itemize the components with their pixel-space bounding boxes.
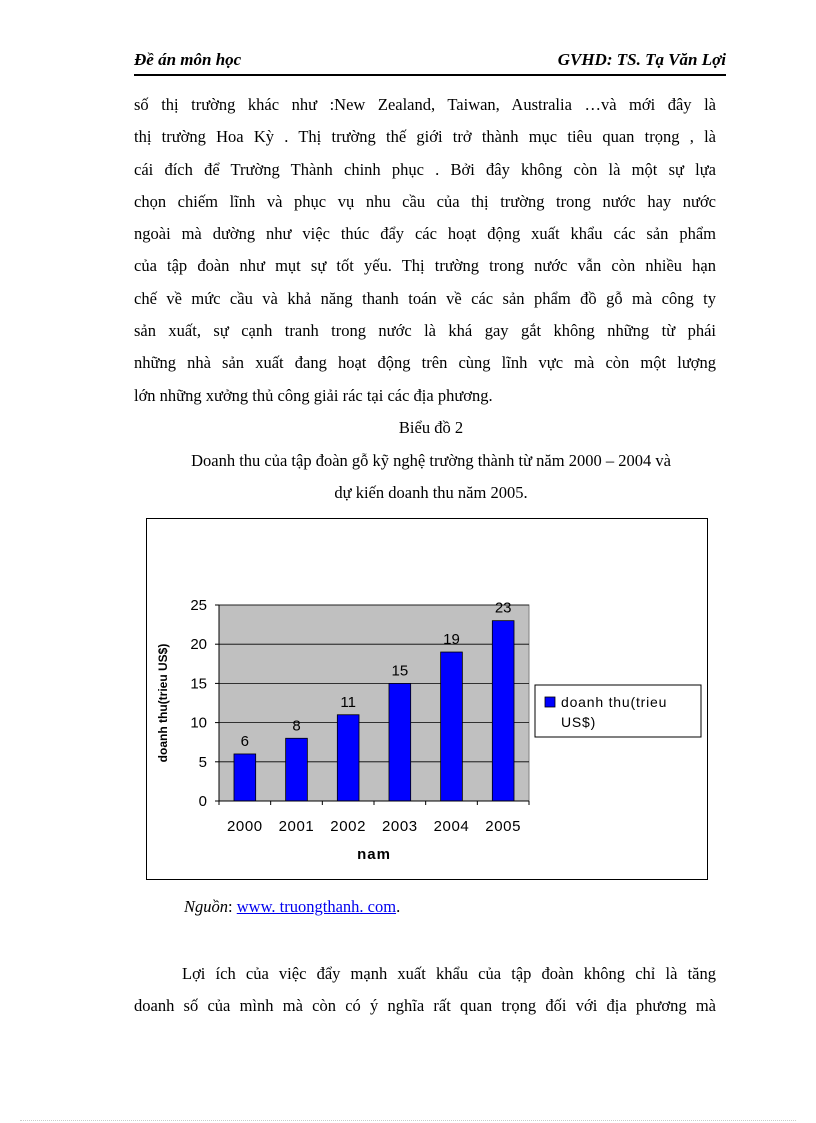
plot-area <box>219 605 529 801</box>
legend-label-line-1: doanh thu(trieu <box>561 694 668 710</box>
bar <box>492 621 514 801</box>
paragraph-line: ngoài mà dường như việc thúc đẩy các hoạt động xuất khẩu các sản phẩm <box>134 224 716 244</box>
x-tick-label: 2002 <box>330 818 367 835</box>
bar-value-label: 6 <box>240 732 250 750</box>
source-line <box>184 897 400 917</box>
paragraph-line: cái đích để Trường Thành chinh phục . Bởi đây không còn là một sự lựa <box>134 159 716 179</box>
bar <box>337 715 359 801</box>
legend-swatch <box>545 697 555 707</box>
paragraph-1 <box>134 89 716 412</box>
bar <box>441 652 463 801</box>
y-tick-label: 0 <box>198 793 207 810</box>
bar-value-label: 19 <box>443 631 460 649</box>
x-tick-label: 2001 <box>278 818 315 835</box>
bar-value-label: 23 <box>494 599 512 617</box>
page-header <box>134 48 726 76</box>
bar-value-label: 15 <box>391 662 409 680</box>
source-end: . <box>396 897 401 916</box>
figure-label: Biểu đồ 2 <box>398 418 464 437</box>
paragraph-line: Lợi ích của việc đẩy mạnh xuất khẩu của tập đoàn không chỉ là tăng <box>182 964 716 983</box>
header-supervisor: GVHD: TS. Tạ Văn Lợi <box>557 50 726 69</box>
bar <box>286 738 308 801</box>
figure-caption-line-2: dự kiến doanh thu năm 2005. <box>334 483 528 502</box>
page-bottom-rule <box>20 1120 796 1121</box>
paragraph-line: của tập đoàn như mụt sự tốt yếu. Thị trường trong nước vẫn còn nhiều hạn <box>134 256 716 276</box>
y-tick-label: 10 <box>190 714 207 732</box>
source-label: Nguồn <box>184 897 229 916</box>
y-tick-label: 15 <box>190 675 207 693</box>
bar <box>234 754 256 801</box>
bar-value-label: 8 <box>292 717 301 735</box>
x-tick-label: 2005 <box>485 818 522 835</box>
y-axis-label: doanh thu(trieu US$) <box>156 643 170 763</box>
paragraph-line: số thị trường khác như :New Zealand, Taiwan, Australia …và mới đây là <box>134 95 716 114</box>
bar-value-label: 11 <box>340 693 356 711</box>
figure-caption-line-1: Doanh thu của tập đoàn gỗ kỹ nghệ trường thành từ năm 2000 – 2004 và <box>191 451 671 470</box>
source-link[interactable]: www. truongthanh. com <box>236 897 397 916</box>
paragraph-line: sản xuất, sự cạnh tranh trong nước là khá gay gắt không những từ phái <box>134 321 716 341</box>
x-tick-label: 2000 <box>226 818 263 835</box>
paragraph-line: lớn những xưởng thủ công giải rác tại các địa phương. <box>134 385 493 405</box>
paragraph-line: thị trường Hoa Kỳ . Thị trường thế giới trở thành mục tiêu quan trọng , là <box>134 127 716 147</box>
paragraph-line: những nhà sản xuất đang hoạt động trên cùng lĩnh vực mà còn một lượng <box>134 353 716 373</box>
legend-label-line-2: US$) <box>561 714 597 730</box>
x-tick-label: 2003 <box>381 818 418 835</box>
x-tick-label: 2004 <box>433 818 470 835</box>
y-tick-label: 25 <box>190 597 207 614</box>
source-separator: : <box>228 897 233 916</box>
chart-container <box>146 518 708 880</box>
paragraph-line: chọn chiếm lĩnh và phục vụ nhu cầu của thị trường trong nước hay nước <box>134 191 716 211</box>
paragraph-line: doanh số của mình mà còn có ý nghĩa rất quan trọng đối với địa phương mà <box>134 996 716 1016</box>
legend-box <box>535 685 701 737</box>
x-axis-label: nam <box>357 846 391 863</box>
y-tick-label: 20 <box>190 636 207 654</box>
revenue-bar-chart <box>147 519 707 879</box>
y-tick-label: 5 <box>198 753 207 771</box>
paragraph-line: chế về mức cầu và khả năng thanh toán về các sản phẩm đồ gỗ mà công ty <box>134 288 716 308</box>
bar <box>389 683 411 801</box>
paragraph-2 <box>134 958 716 1023</box>
header-course-title: Đề án môn học <box>134 50 242 69</box>
